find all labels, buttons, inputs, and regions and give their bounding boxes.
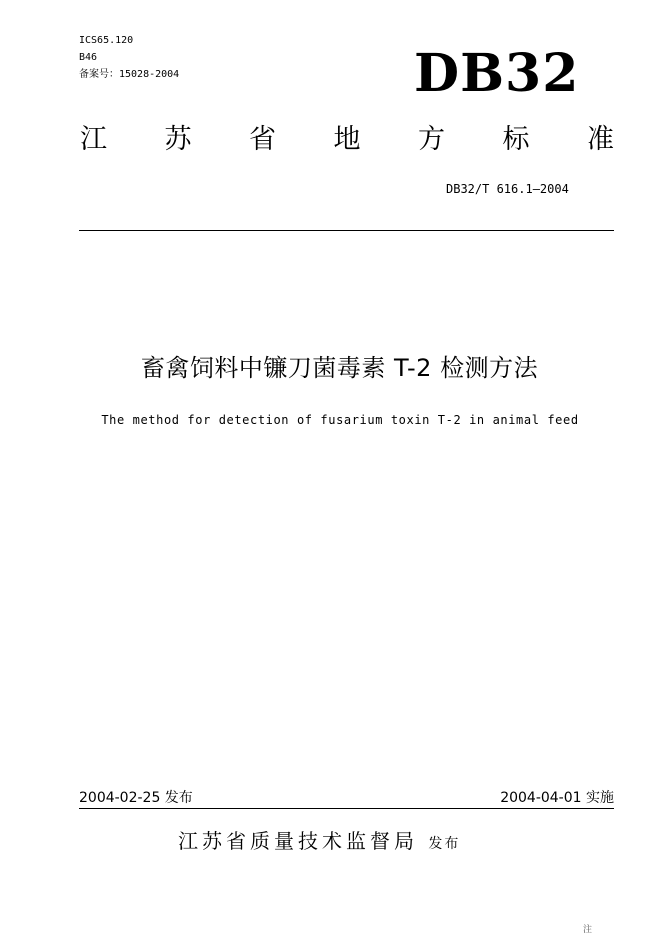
standard-type-char: 江: [80, 124, 107, 155]
issuer-suffix: 发布: [428, 836, 461, 852]
header-divider: [79, 230, 614, 231]
standard-type-char: 苏: [164, 124, 192, 155]
standard-type-char: 标: [502, 124, 530, 155]
db32-logo: DB32: [414, 43, 580, 104]
standard-type-title: [80, 126, 614, 153]
footer-divider: [79, 808, 614, 809]
standard-number: DB32/T 616.1—2004: [446, 182, 569, 196]
document-title-en: The method for detection of fusarium toxin T-2 in animal feed: [101, 413, 579, 427]
document-title: 畜禽饲料中镰刀菌毒素 T-2 检测方法: [140, 354, 539, 382]
standard-type-char: 地: [333, 124, 361, 155]
standard-type-char: 省: [249, 124, 276, 155]
issuer-name: 江苏省质量技术监督局: [178, 829, 418, 853]
footnote-mark: 注: [583, 925, 593, 935]
category-code: B46: [79, 52, 98, 63]
standard-type-char: 准: [587, 124, 614, 155]
filing-number: 备案号：15028-2004: [79, 69, 180, 80]
issuer: [178, 831, 460, 851]
publish-date: 2004-02-25 发布: [79, 790, 193, 806]
standard-type-char: 方: [418, 124, 445, 155]
effective-date: 2004-04-01 实施: [500, 790, 614, 806]
ics-code: ICS65.120: [79, 35, 134, 46]
